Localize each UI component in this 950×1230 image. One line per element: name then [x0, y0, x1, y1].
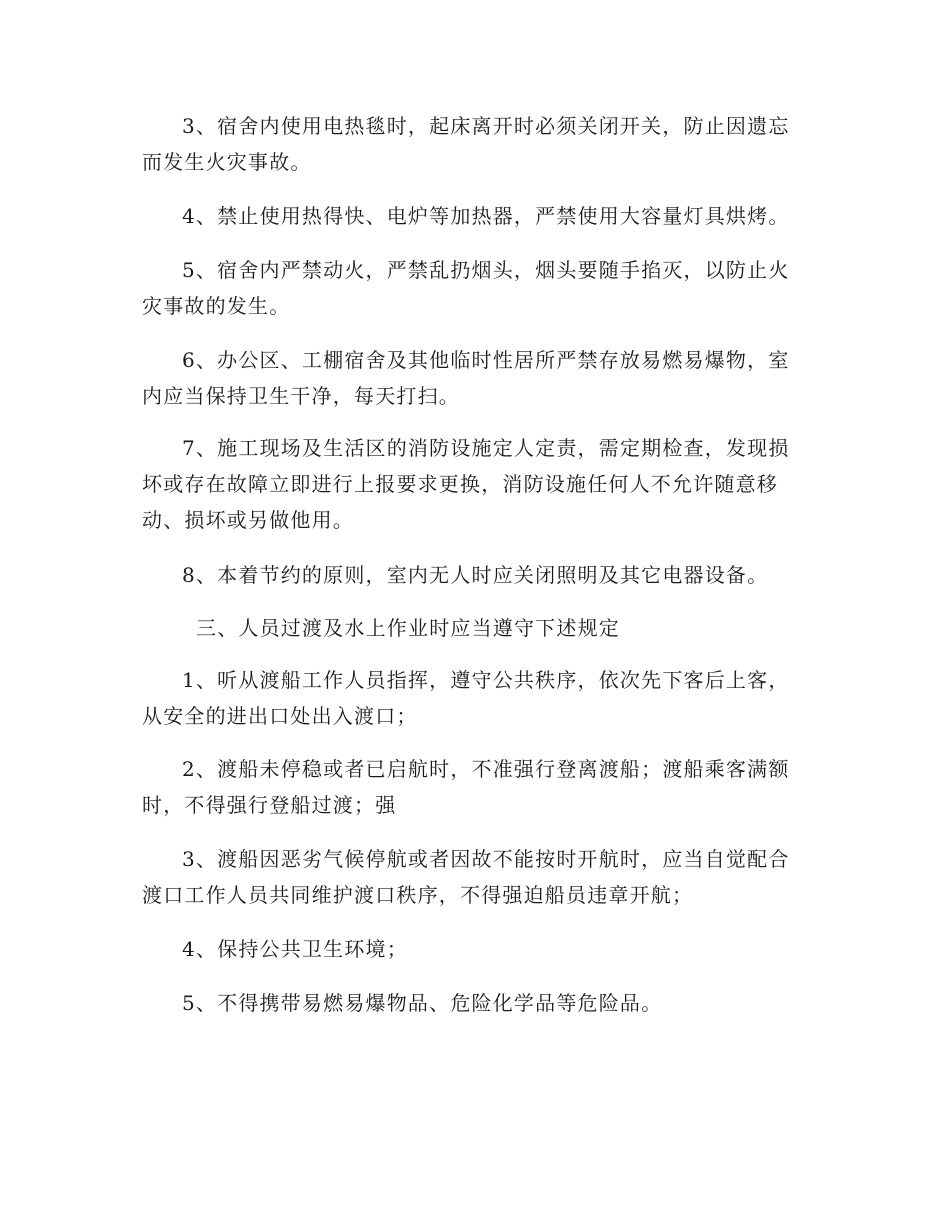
- paragraph-item-6: 6、办公区、工棚宿舍及其他临时性居所严禁存放易燃易爆物，室内应当保持卫生干净，每天打扫。: [142, 348, 790, 408]
- paragraph-item-4: 4、禁止使用热得快、电炉等加热器，严禁使用大容量灯具烘烤。: [182, 204, 790, 228]
- section-item-3: 3、渡船因恶劣气候停航或者因故不能按时开航时，应当自觉配合渡口工作人员共同维护渡口秩序，不得强迫船员违章开航；: [142, 847, 790, 907]
- paragraph-item-5: 5、宿舍内严禁动火，严禁乱扔烟头，烟头要随手掐灭，以防止火灾事故的发生。: [142, 258, 790, 318]
- paragraph-item-8: 8、本着节约的原则，室内无人时应关闭照明及其它电器设备。: [182, 563, 769, 587]
- section-item-4: 4、保持公共卫生环境；: [182, 937, 408, 961]
- section-heading: 三、人员过渡及水上作业时应当遵守下述规定: [196, 616, 620, 640]
- section-item-5: 5、不得携带易燃易爆物品、危险化学品等危险品。: [182, 991, 663, 1015]
- section-item-2: 2、渡船未停稳或者已启航时，不准强行登离渡船；渡船乘客满额时，不得强行登船过渡；强: [142, 757, 790, 817]
- paragraph-item-3: 3、宿舍内使用电热毯时，起床离开时必须关闭开关，防止因遗忘而发生火灾事故。: [142, 114, 790, 174]
- paragraph-item-7: 7、施工现场及生活区的消防设施定人定责，需定期检查，发现损坏或存在故障立即进行上报要求更换，消防设施任何人不允许随意移动、损坏或另做他用。: [142, 436, 790, 532]
- section-item-1: 1、听从渡船工作人员指挥，遵守公共秩序，依次先下客后上客，从安全的进出口处出入渡口；: [142, 668, 790, 728]
